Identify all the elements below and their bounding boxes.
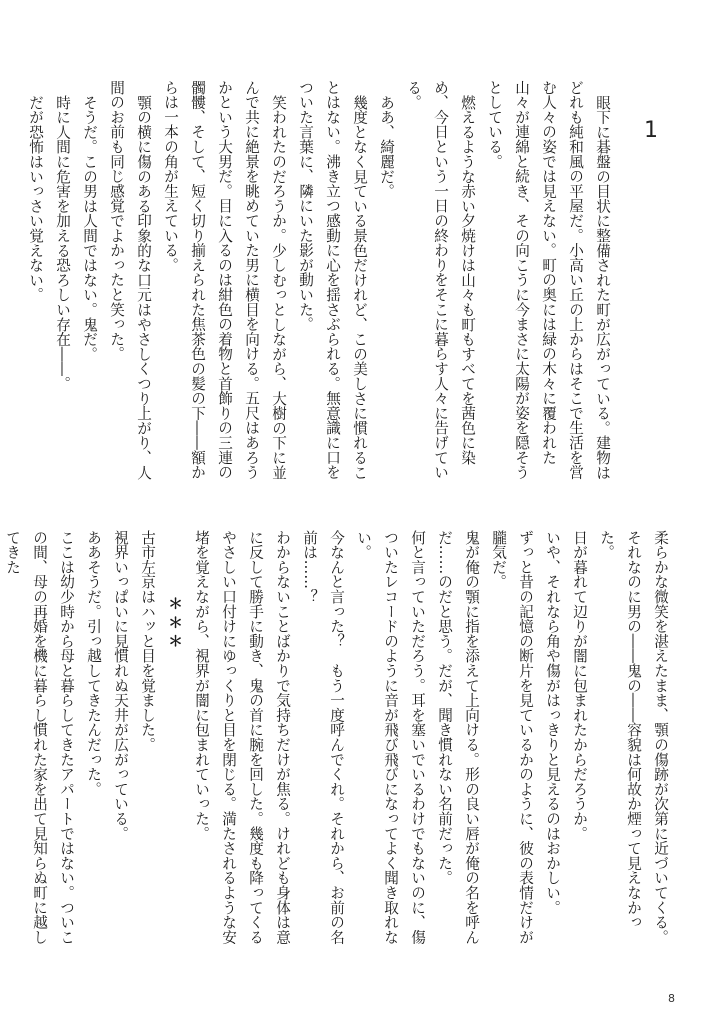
paragraph: ずっと昔の記憶の断片を見ているかのように、彼の表情だけが朧気だ。 — [490, 530, 534, 945]
paragraph: 視界いっぱいに見慣れぬ天井が広がっている。 — [112, 530, 129, 841]
paragraph: そうだ。この男は人間ではない。鬼だ。 — [81, 94, 98, 361]
paragraph: いや、それなら角や傷がはっきりと見えるのはおかしい。 — [544, 530, 561, 915]
paragraph: 柔らかな微笑を湛えたまま、顎の傷跡が次第に近づいてくる。それなのに男の――鬼の――容貌は何故か煙って見えなかった。 — [598, 530, 669, 945]
paragraph: 今なんと言った？ もう一度呼んでくれ。それから、お前の名前は……？ — [301, 530, 345, 945]
section-break: ＊＊＊ — [166, 595, 183, 652]
paragraph: 何と言っていただろう。耳を塞いでいるわけでもないのに、傷ついたレコードのように音が飛び飛びになってよく聞き取れない。 — [355, 530, 426, 945]
paragraph: 幾度となく見ている景色だけれど、この美しさに慣れることはない。沸き立つ感動に心を揺さぶられる。無意識に口をついた言葉に、隣にいた影が動いた。 — [297, 80, 368, 480]
chapter-number: 1 — [644, 118, 658, 143]
paragraph: 日が暮れて辺りが闇に包まれたからだろうか。 — [571, 530, 588, 841]
paragraph: 燃えるような赤い夕焼けは山々も町もすべてを茜色に染め、今日という一日の終わりをそこに暮らす人々に告げている。 — [405, 80, 476, 480]
paragraph: 時に人間に危害を加える恐ろしい存在――。 — [54, 94, 71, 391]
paragraph: ここは幼少時から母と暮らしてきたアパートではない。ついこの間、母の再婚を機に暮らし慣れた家を出て見知らぬ町に越してきた — [4, 530, 75, 945]
paragraph: だが恐怖はいっさい覚えない。 — [27, 94, 44, 302]
paragraph: ああそうだ。引っ越してきたんだった。 — [85, 530, 102, 797]
paragraph: ああ、綺麗だ。 — [378, 94, 395, 199]
page-number: 8 — [668, 992, 675, 1005]
top-text-block — [27, 80, 616, 492]
paragraph: 顎の横に傷のある印象的な口元はやさしくつり上がり、人間のお前も同じ感覚でよかったと笑った。 — [108, 80, 152, 480]
paragraph: 鬼が俺の顎に指を添えて上向ける。形の良い唇が俺の名を呼んだ……のだと思う。だが、聞き慣れない名前だった。 — [436, 530, 480, 945]
paragraph: 眼下に碁盤の目状に整備された町が広がっている。建物はどれも純和風の平屋だ。小高い丘の上からはそこで生活を営む人々の姿では見えない。町の奥には緑の木々に覆われた山々が連綿と続き、その向こうに今まさに太陽が姿を隠そうとしている。 — [486, 80, 611, 480]
paragraph: 笑われたのだろうか。少しむっとしながら、大樹の下に並んで共に絶景を眺めていた男に横目を向ける。五尺はあろうかという大男だ。目に入るのは紺色の着物と首飾りの三連の髑髏、そして、短く切り揃えられた焦茶色の髪の下――額からは一本の角が生えている。 — [162, 80, 287, 480]
paragraph: わからないことばかりで気持ちだけが焦る。けれども身体は意に反して勝手に動き、鬼の首に腕を回した。幾度も降ってくるやさしい口付けにゆっくりと目を閉じる。満たされるような安堵を覚えながら、視界が闇に包まれていった。 — [193, 530, 291, 945]
paragraph: 古市左京はハッと目を覚ました。 — [139, 530, 156, 752]
bottom-text-block — [4, 530, 674, 948]
